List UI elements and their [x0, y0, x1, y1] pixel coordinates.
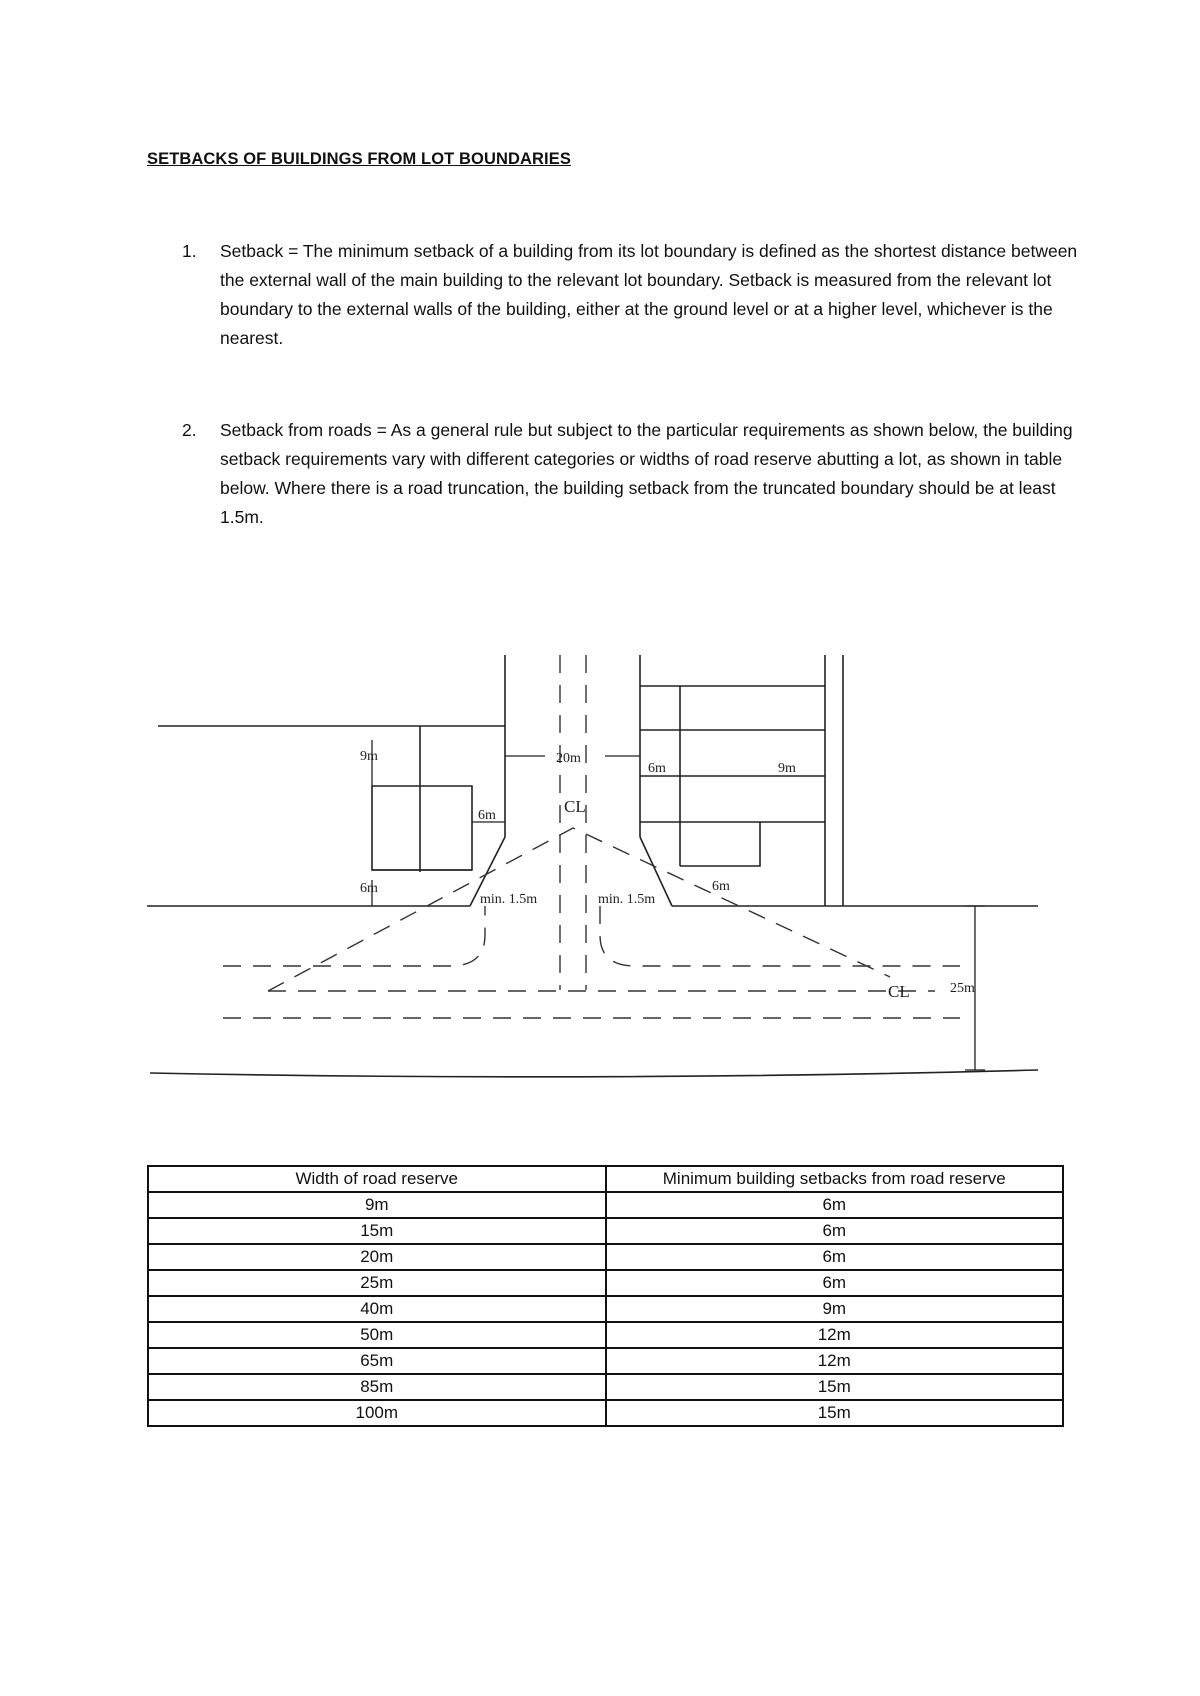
setback-diagram	[0, 580, 1200, 1100]
page-title: SETBACKS OF BUILDINGS FROM LOT BOUNDARIES	[147, 150, 571, 168]
road-width-cell: 20m	[148, 1244, 606, 1270]
table-row	[148, 1192, 1063, 1218]
table-row	[148, 1400, 1063, 1426]
road-width-major-label: 25m	[950, 981, 975, 996]
table-row	[148, 1244, 1063, 1270]
setback-cell: 12m	[606, 1348, 1064, 1374]
min-setback-label-right: min. 1.5m	[598, 892, 656, 907]
right-building-outline	[640, 686, 825, 866]
table-row	[148, 1322, 1063, 1348]
left-side-setback-label: 6m	[360, 881, 378, 896]
setback-cell: 15m	[606, 1374, 1064, 1400]
setback-cell: 6m	[606, 1218, 1064, 1244]
left-setback-line	[223, 906, 485, 966]
right-setback-line	[600, 906, 960, 966]
setback-table	[147, 1165, 1064, 1427]
list-item-number: 2.	[182, 420, 197, 440]
table-row	[148, 1270, 1063, 1296]
right-truncation-setback-label: 6m	[712, 879, 730, 894]
road-width-cell: 85m	[148, 1374, 606, 1400]
list-item-number: 1.	[182, 241, 197, 261]
road-width-cell: 25m	[148, 1270, 606, 1296]
centerline-major-label: CL	[888, 982, 910, 1001]
road-width-cell: 15m	[148, 1218, 606, 1244]
left-front-setback-label: 9m	[360, 749, 378, 764]
list-item-text: Setback = The minimum setback of a building from its lot boundary is defined as the shortest distance between the external wall of the main building to the relevant lot boundary. Setback is measured from the relevant lot boundary to the external walls of the building, either at the ground level or at a higher level, whichever is the nearest.	[220, 241, 1078, 348]
left-truncation-setback-label: 6m	[478, 808, 496, 823]
setback-cell: 12m	[606, 1322, 1064, 1348]
road-width-cell: 100m	[148, 1400, 606, 1426]
centerline-minor-label: CL	[564, 797, 586, 816]
road-width-cell: 65m	[148, 1348, 606, 1374]
table-row	[148, 1218, 1063, 1244]
major-road-far-edge	[150, 1070, 1038, 1077]
table-row	[148, 1296, 1063, 1322]
road-width-minor-label: 20m	[556, 751, 581, 766]
table-row	[148, 1348, 1063, 1374]
right-front-setback-label-a: 6m	[648, 761, 666, 776]
road-width-cell: 9m	[148, 1192, 606, 1218]
left-building-upper	[372, 786, 472, 870]
road-width-cell: 50m	[148, 1322, 606, 1348]
setback-cell: 6m	[606, 1192, 1064, 1218]
right-front-setback-label-b: 9m	[778, 761, 796, 776]
table-row	[148, 1374, 1063, 1400]
road-width-cell: 40m	[148, 1296, 606, 1322]
setback-cell: 9m	[606, 1296, 1064, 1322]
table-header-row	[148, 1166, 1063, 1192]
column-header-min-setback: Minimum building setbacks from road reserve	[606, 1166, 1064, 1192]
list-item-text: Setback from roads = As a general rule but subject to the particular requirements as shown below, the building setback requirements vary with different categories or widths of road reserve abutting a lot, as shown in table below. Where there is a road truncation, the building setback from the truncated boundary should be at least 1.5m.	[220, 420, 1073, 527]
setback-cell: 6m	[606, 1244, 1064, 1270]
min-setback-label-left: min. 1.5m	[480, 892, 538, 907]
column-header-road-width: Width of road reserve	[148, 1166, 606, 1192]
setback-cell: 15m	[606, 1400, 1064, 1426]
setback-cell: 6m	[606, 1270, 1064, 1296]
